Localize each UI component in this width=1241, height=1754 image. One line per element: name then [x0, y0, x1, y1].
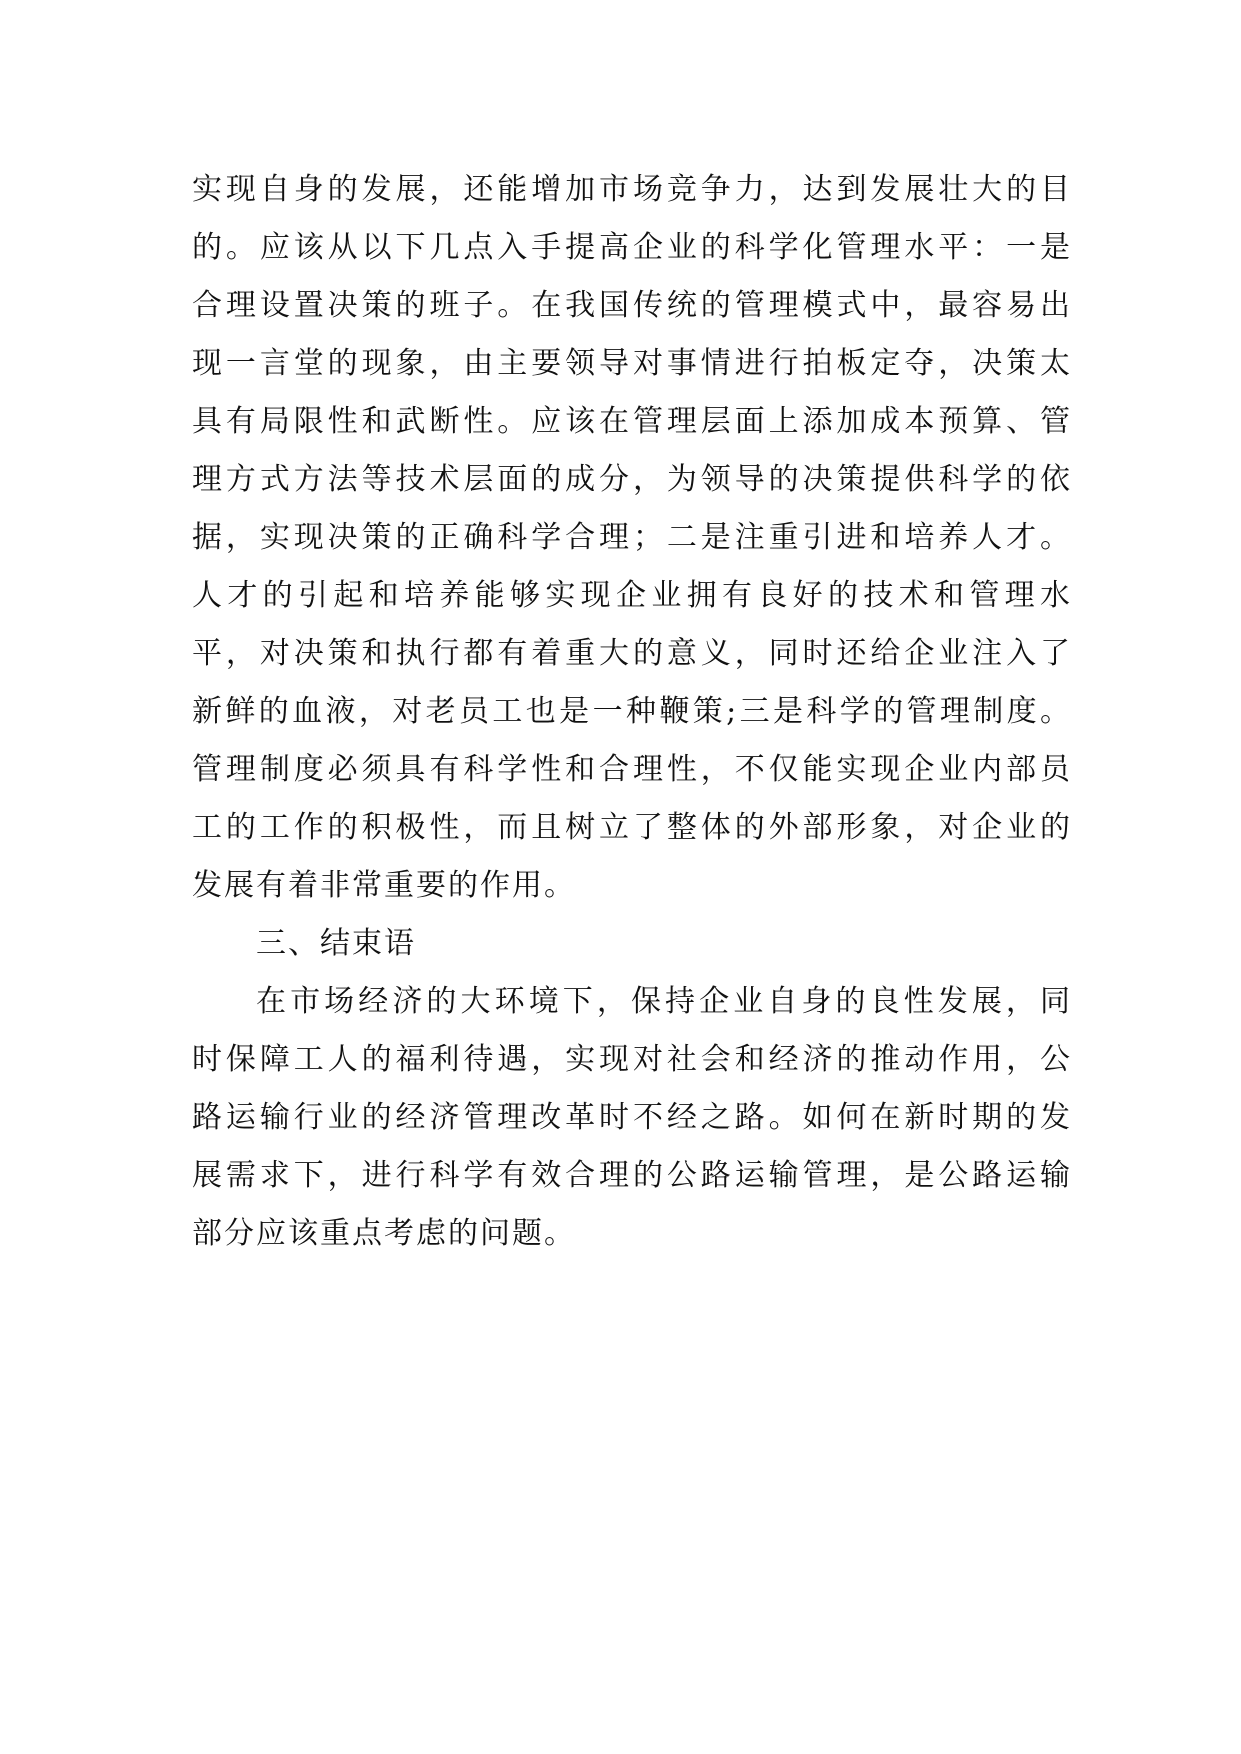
text-line: 具有局限性和武断性。应该在管理层面上添加成本预算、管 [192, 404, 1072, 439]
paragraph-management [192, 161, 1072, 915]
text-line: 展需求下，进行科学有效合理的公路运输管理，是公路运输 [192, 1158, 1072, 1193]
text-line: 路运输行业的经济管理改革时不经之路。如何在新时期的发 [192, 1100, 1072, 1135]
text-line: 管理制度必须具有科学性和合理性，不仅能实现企业内部员 [192, 752, 1072, 787]
text-line: 部分应该重点考虑的问题。 [192, 1216, 576, 1251]
document-body [192, 161, 1072, 1263]
text-line: 人才的引起和培养能够实现企业拥有良好的技术和管理水 [192, 578, 1072, 613]
text-line: 据，实现决策的正确科学合理；二是注重引进和培养人才。 [192, 520, 1072, 555]
paragraph-conclusion [192, 973, 1072, 1263]
section-heading: 三、结束语 [256, 926, 416, 961]
text-line: 在市场经济的大环境下，保持企业自身的良性发展，同 [256, 984, 1072, 1019]
text-line: 现一言堂的现象，由主要领导对事情进行拍板定夺，决策太 [192, 346, 1072, 381]
text-line: 合理设置决策的班子。在我国传统的管理模式中，最容易出 [192, 288, 1072, 323]
text-line: 时保障工人的福利待遇，实现对社会和经济的推动作用，公 [192, 1042, 1072, 1077]
text-line: 新鲜的血液，对老员工也是一种鞭策;三是科学的管理制度。 [192, 694, 1072, 729]
text-line: 工的工作的积极性，而且树立了整体的外部形象，对企业的 [192, 810, 1072, 845]
text-line: 实现自身的发展，还能增加市场竞争力，达到发展壮大的目 [192, 172, 1072, 207]
text-line: 发展有着非常重要的作用。 [192, 868, 576, 903]
text-line: 平，对决策和执行都有着重大的意义，同时还给企业注入了 [192, 636, 1072, 671]
text-line: 的。应该从以下几点入手提高企业的科学化管理水平：一是 [192, 230, 1072, 265]
text-line: 理方式方法等技术层面的成分，为领导的决策提供科学的依 [192, 462, 1072, 497]
